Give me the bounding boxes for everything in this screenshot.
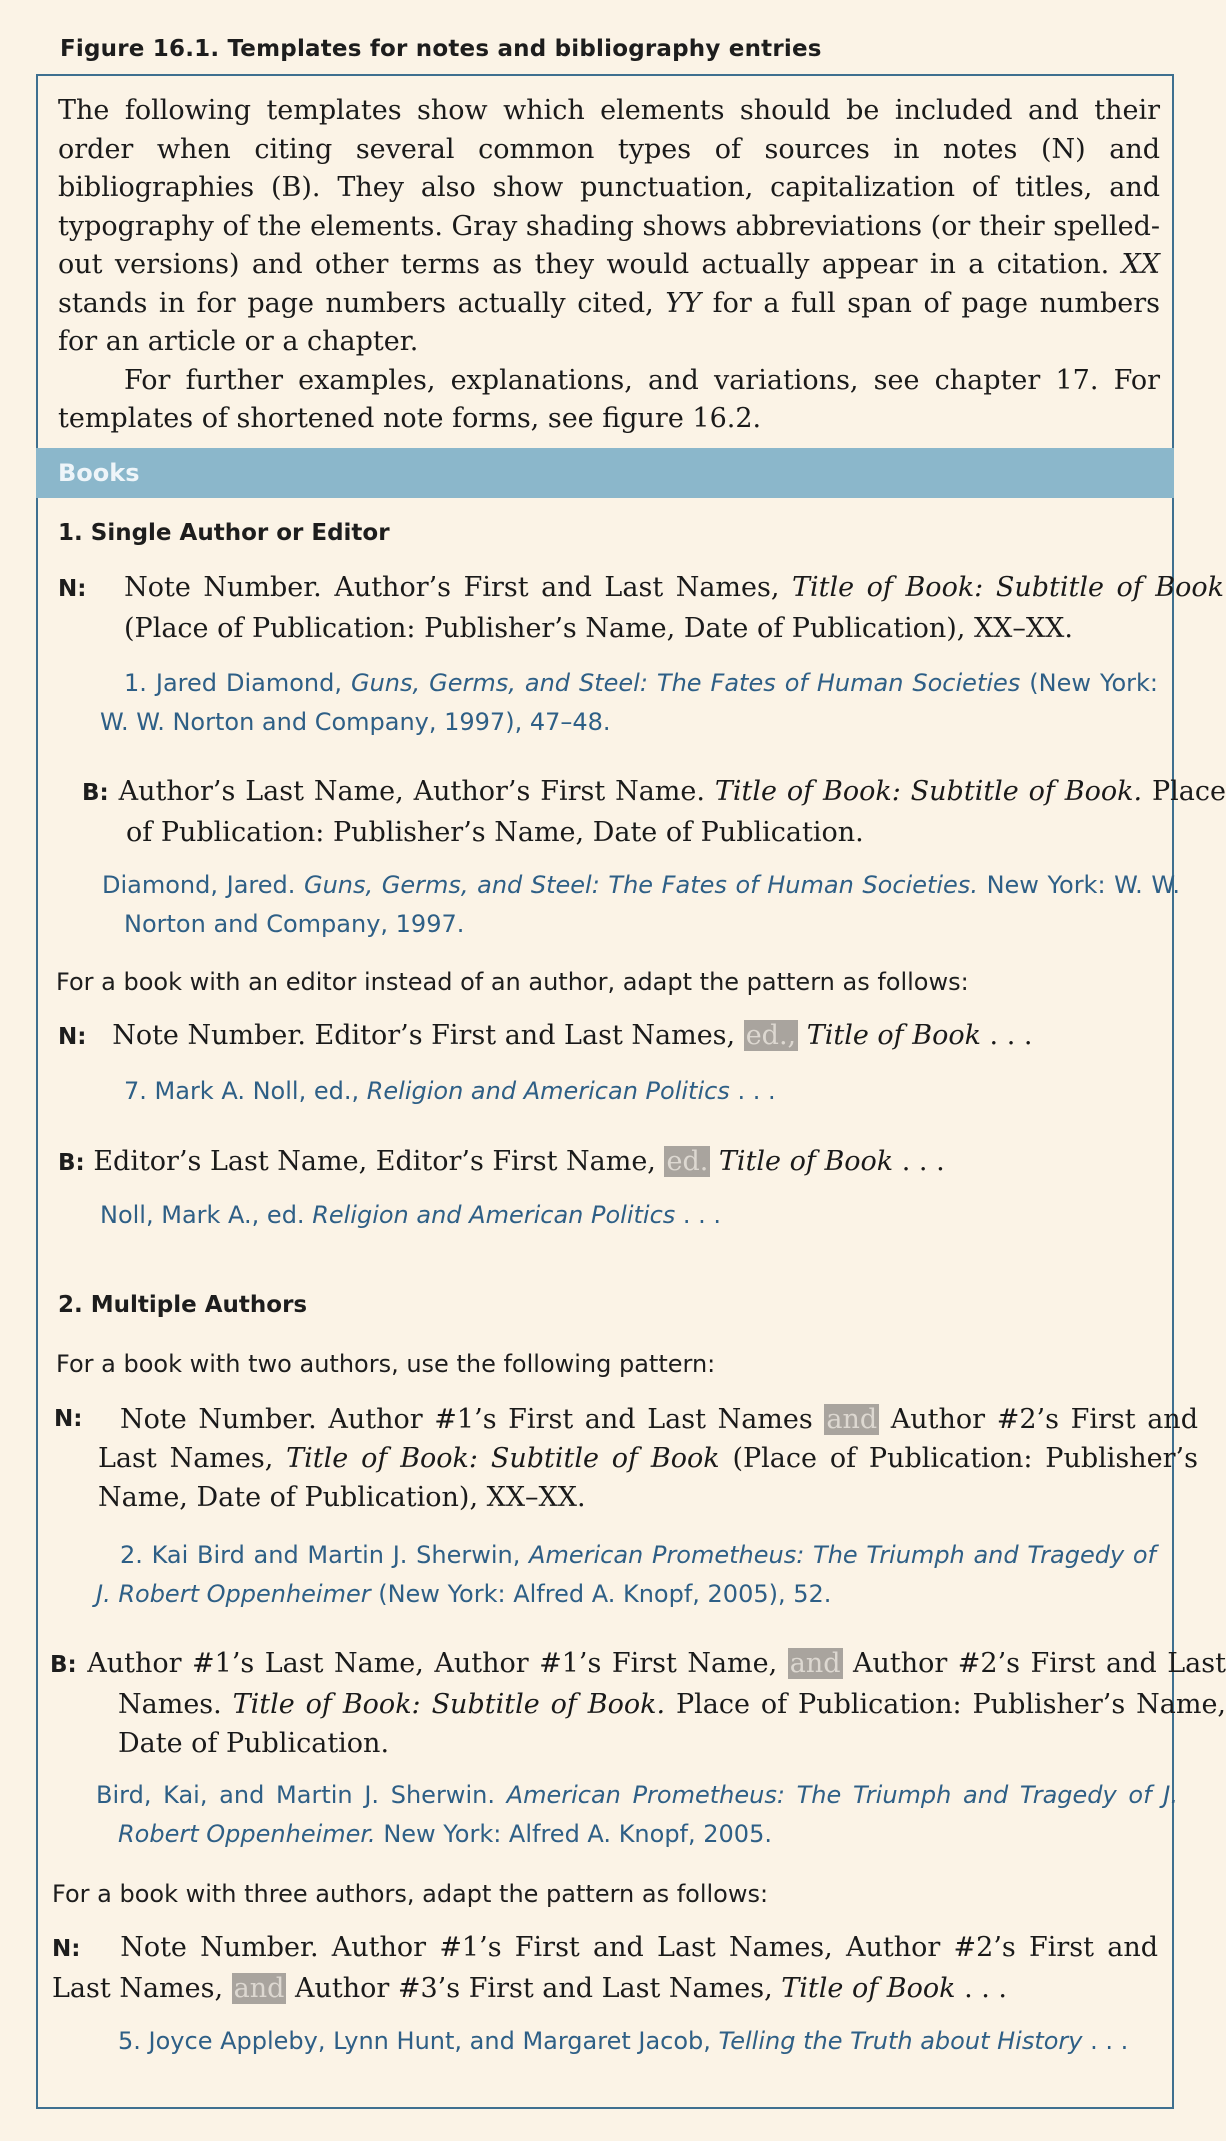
template-title: Title of Book: Subtitle of Book. [232, 1689, 666, 1720]
template-text: Place of Publication: Publisher’s Name, Date of Publication. [118, 1689, 1226, 1759]
example-text: . . . [729, 1077, 776, 1105]
example-text: 7. Mark A. Noll, ed., [124, 1077, 367, 1105]
intro-yy: YY [665, 287, 701, 319]
example-text: (New York: Alfred A. Knopf, 2005), 52. [370, 1580, 832, 1608]
template-text: Place of Publication: Publisher’s Name, Date of Publication. [126, 776, 1226, 848]
example-note-editor [124, 1072, 1184, 1111]
intro-text-a: The following templates show which elements should be included and their order when citing several common types of sources in notes (N) and bibliographies (B). They also show punctuation, capitalization of titles, and typography of the elements. Gray shading shows abbreviations (or their spelled-out versions) and other terms as they would actually appear in a citation. [58, 95, 1160, 280]
template-title: Title of Book [781, 1973, 956, 2004]
example-text: New York: W. W. Norton and Company, 1997. [124, 871, 1180, 938]
intro-text-b: stands in for page numbers actually cited, [58, 287, 666, 319]
example-title: Religion and American Politics [312, 1201, 676, 1229]
note-label: N: [58, 1024, 87, 1050]
template-text: Editor’s Last Name, Editor’s First Name, [93, 1146, 665, 1177]
template-bib-editor [58, 1142, 1158, 1183]
example-text: 5. Joyce Appleby, Lynn Hunt, and Margaret Jacob, [118, 2027, 719, 2055]
template-text: Author #3’s First and Last Names, [286, 1973, 782, 2004]
example-text: Bird, Kai, and Martin J. Sherwin. [96, 1781, 507, 1809]
intro-text [58, 92, 1160, 439]
example-bib-editor [100, 1196, 1160, 1235]
template-text: . . . [893, 1146, 945, 1177]
shaded-conjunction: and [789, 1648, 841, 1679]
template-text: Note Number. Author #1’s First and Last Names [120, 1404, 825, 1435]
example-note-three-authors [94, 2022, 1154, 2061]
example-bib-single [102, 866, 1180, 944]
example-text: New York: Alfred A. Knopf, 2005. [375, 1820, 772, 1848]
template-text: Author #2’s First and Last Names. [118, 1648, 1226, 1720]
intro-xx: XX [1121, 249, 1160, 280]
template-note-two-authors [54, 1400, 1198, 1517]
template-title: Title of Book [806, 1020, 981, 1051]
template-text: Note Number. Author’s First and Last Names, [124, 572, 793, 603]
example-title: American Prometheus: The Triumph and Tragedy of J. Robert Oppenheimer [96, 1541, 1156, 1608]
note-label: N: [52, 1936, 81, 1962]
example-title: Guns, Germs, and Steel: The Fates of Human Societies [350, 669, 1021, 697]
example-title: Religion and American Politics [366, 1077, 730, 1105]
note-label: N: [54, 1406, 83, 1432]
template-text: Author’s Last Name, Author’s First Name. [118, 776, 715, 807]
example-note-single [100, 664, 1158, 742]
template-title: Title of Book: Subtitle of Book [792, 572, 1224, 603]
template-note-three-authors [52, 1928, 1158, 2008]
example-text: Diamond, Jared. [102, 871, 304, 899]
example-text: (New York: W. W. Norton and Company, 1997), 47–48. [100, 669, 1158, 736]
template-bib-single [58, 772, 1226, 852]
example-title: Telling the Truth about History [718, 2027, 1083, 2055]
template-text: (Place of Publication: Publisher’s Name, Date of Publication), XX–XX. [98, 1443, 1198, 1513]
example-title: American Prometheus: The Triumph and Tragedy of J. Robert Oppenheimer. [118, 1781, 1178, 1848]
section-heading-single-author: 1. Single Author or Editor [58, 520, 390, 546]
shaded-conjunction: and [233, 1973, 285, 2004]
shaded-abbreviation: ed., [745, 1020, 797, 1051]
example-text: . . . [1082, 2027, 1129, 2055]
template-text: . . . [955, 1973, 1007, 2004]
section-heading-multiple-authors: 2. Multiple Authors [58, 1292, 308, 1318]
example-bib-two-authors [96, 1776, 1178, 1854]
template-text: Note Number. Author #1’s First and Last Names, Author #2’s First and Last Names, [52, 1932, 1158, 2004]
section-band-books [36, 448, 1174, 498]
example-text: Noll, Mark A., ed. [100, 1201, 313, 1229]
template-title: Title of Book: Subtitle of Book. [714, 776, 1143, 807]
template-text: Note Number. Editor’s First and Last Names, [112, 1020, 744, 1051]
template-text: (Place of Publication: Publisher’s Name, Date of Publication), XX–XX. [124, 613, 1073, 644]
example-text: 1. Jared Diamond, [124, 669, 351, 697]
example-title: Guns, Germs, and Steel: The Fates of Human Societies. [303, 871, 978, 899]
intro-paragraph-1 [58, 92, 1160, 362]
intro-text-c: for a full span of page numbers for an article or a chapter. [58, 287, 1161, 357]
editor-instruction: For a book with an editor instead of an author, adapt the pattern as follows: [56, 968, 969, 996]
two-authors-instruction: For a book with two authors, use the following pattern: [56, 1350, 716, 1378]
intro-paragraph-2: For further examples, explanations, and variations, see chapter 17. For templates of shortened note forms, see figure 16.2. [58, 364, 1160, 434]
template-text: Author #2’s First and Last Names, [98, 1404, 1198, 1474]
example-text: . . . [675, 1201, 722, 1229]
bib-label: B: [50, 1652, 77, 1678]
template-text: . . . [980, 1020, 1033, 1051]
section-band-label: Books [58, 459, 140, 487]
note-label: N: [58, 576, 87, 602]
template-bib-two-authors [50, 1644, 1226, 1763]
bib-label: B: [82, 780, 109, 806]
shaded-abbreviation: ed. [666, 1146, 709, 1177]
template-text: Author #1’s Last Name, Author #1’s First Name, [87, 1648, 788, 1679]
template-title: Title of Book: Subtitle of Book [286, 1443, 720, 1474]
figure-title: Figure 16.1. Templates for notes and bibliography entries [60, 36, 822, 62]
three-authors-instruction: For a book with three authors, adapt the pattern as follows: [52, 1880, 769, 1908]
template-title: Title of Book [718, 1146, 894, 1177]
template-note-editor [58, 1016, 1158, 1057]
template-note-single [58, 568, 1224, 648]
bib-label: B: [58, 1150, 85, 1176]
example-note-two-authors [96, 1536, 1156, 1614]
example-text: 2. Kai Bird and Martin J. Sherwin, [120, 1541, 530, 1569]
shaded-conjunction: and [826, 1404, 878, 1435]
